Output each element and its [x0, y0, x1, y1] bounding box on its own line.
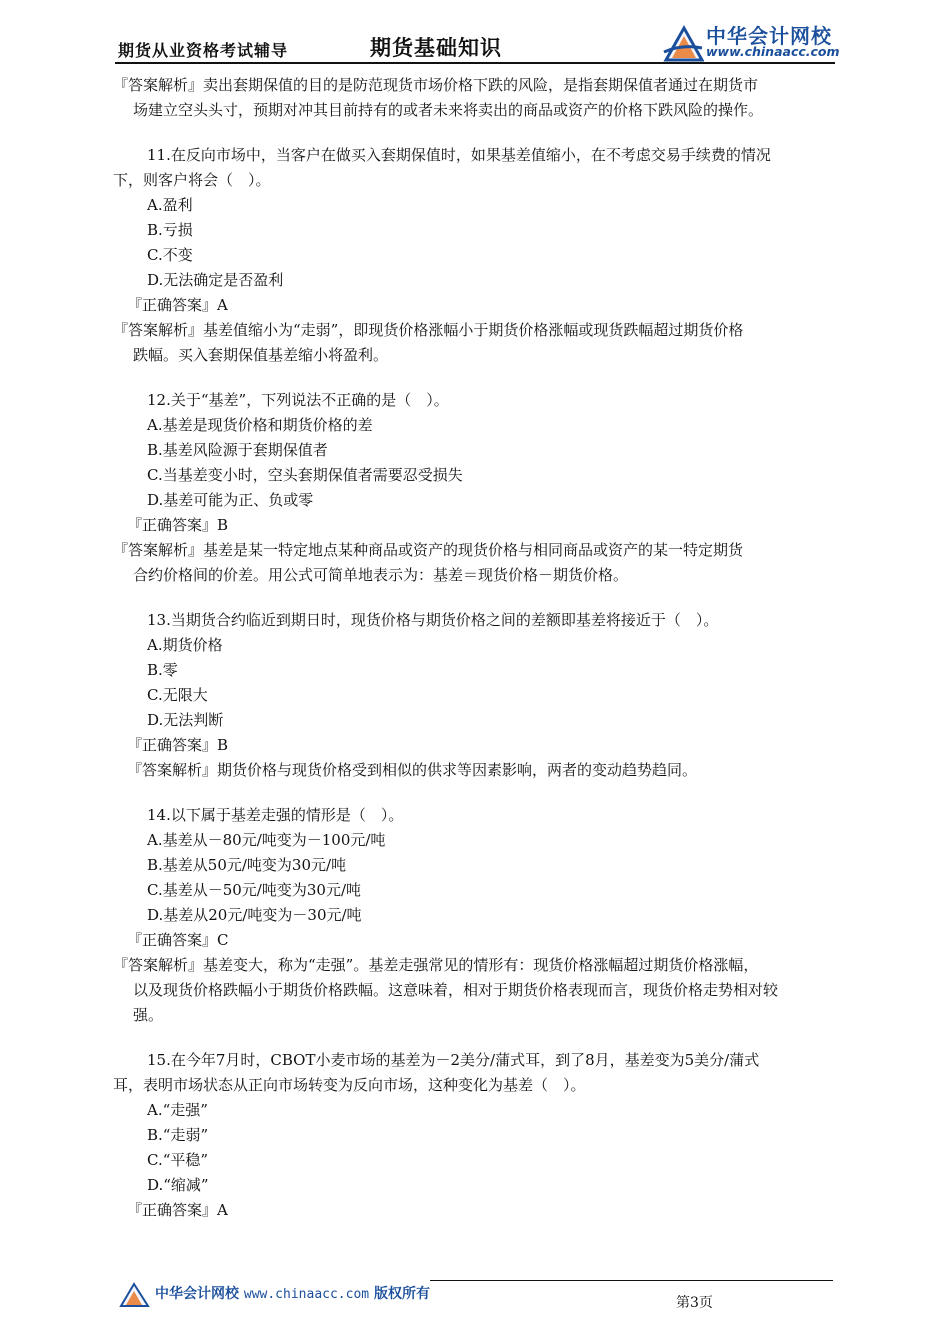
question-15-stem: 15.在今年7月时，CBOT小麦市场的基差为－2美分/蒲式耳，到了8月，基差变为5美分/蒲式 [147, 1051, 760, 1069]
intro-explanation-line: 『答案解析』卖出套期保值的目的是防范现货市场价格下跌的风险，是指套期保值者通过在期货市 [113, 76, 759, 94]
question-14-option-c: C.基差从－50元/吨变为30元/吨 [147, 881, 361, 899]
footer-logo-icon [118, 1280, 152, 1308]
question-11-explanation-cont: 跌幅。买入套期保值基差缩小将盈利。 [133, 346, 389, 364]
question-14-stem: 14.以下属于基差走强的情形是（ ）。 [147, 806, 404, 824]
question-12-option-b: B.基差风险源于套期保值者 [147, 441, 328, 459]
question-14-answer: 『正确答案』C [127, 931, 229, 949]
question-12-answer: 『正确答案』B [127, 516, 229, 534]
logo-url: www.chinaacc.com [706, 44, 840, 59]
footer-name: 中华会计网校 [155, 1286, 239, 1302]
question-11-option-a: A.盈利 [147, 196, 193, 214]
question-14-explanation-cont: 以及现货价格跌幅小于期货价格跌幅。这意味着，相对于期货价格表现而言，现货价格走势相对较 [133, 981, 779, 999]
question-11-option-b: B.亏损 [147, 221, 193, 239]
question-15-option-d: D.“缩减” [147, 1176, 209, 1194]
footer-url[interactable]: www.chinaacc.com [243, 1287, 370, 1302]
question-11-answer: 『正确答案』A [127, 296, 228, 314]
question-12-option-c: C.当基差变小时，空头套期保值者需要忍受损失 [147, 466, 463, 484]
logo-name: 中华会计网校 [706, 24, 832, 48]
question-13-stem: 13.当期货合约临近到期日时，现货价格与期货价格之间的差额即基差将接近于（ ）。 [147, 611, 719, 629]
footer-divider [430, 1280, 833, 1281]
question-13-option-a: A.期货价格 [147, 636, 223, 654]
question-12-stem: 12.关于“基差”，下列说法不正确的是（ ）。 [147, 391, 449, 409]
header-left-title: 期货从业资格考试辅导 [118, 41, 289, 60]
question-13-option-b: B.零 [147, 661, 178, 679]
question-11-stem: 11.在反向市场中，当客户在做买入套期保值时，如果基差值缩小，在不考虑交易手续费的情况 [147, 146, 771, 164]
question-11-option-d: D.无法确定是否盈利 [147, 271, 284, 289]
question-12-explanation: 『答案解析』基差是某一特定地点某种商品或资产的现货价格与相同商品或资产的某一特定期货 [113, 541, 744, 559]
logo-triangle-icon [662, 22, 704, 64]
question-13-explanation: 『答案解析』期货价格与现货价格受到相似的供求等因素影响，两者的变动趋势趋同。 [127, 761, 698, 779]
question-14-explanation: 『答案解析』基差变大，称为“走强”。基差走强常见的情形有：现货价格涨幅超过期货价格涨幅， [113, 956, 759, 974]
header-divider [115, 62, 835, 64]
question-11-explanation: 『答案解析』基差值缩小为“走弱”，即现货价格涨幅小于期货价格涨幅或现货跌幅超过期货价格 [113, 321, 744, 339]
question-15-answer: 『正确答案』A [127, 1201, 228, 1219]
footer-copyright [155, 1283, 430, 1303]
site-logo[interactable] [662, 22, 842, 64]
question-15-option-a: A.“走强” [147, 1101, 208, 1119]
intro-explanation-line: 场建立空头头寸，预期对冲其目前持有的或者未来将卖出的商品或资产的价格下跌风险的操作。 [133, 101, 764, 119]
question-11-stem-cont: 下，则客户将会（ ）。 [113, 171, 271, 189]
question-14-explanation-cont: 强。 [133, 1006, 164, 1024]
question-12-option-d: D.基差可能为正、负或零 [147, 491, 314, 509]
question-11-option-c: C.不变 [147, 246, 193, 264]
question-15-option-c: C.“平稳” [147, 1151, 209, 1169]
footer-rights: 版权所有 [373, 1286, 430, 1302]
header-center-title: 期货基础知识 [370, 35, 502, 60]
page-number: 第3页 [676, 1295, 713, 1311]
document-body [113, 73, 838, 1223]
question-12-option-a: A.基差是现货价格和期货价格的差 [147, 416, 373, 434]
question-14-option-a: A.基差从－80元/吨变为－100元/吨 [147, 831, 386, 849]
question-15-stem-cont: 耳，表明市场状态从正向市场转变为反向市场，这种变化为基差（ ）。 [113, 1076, 586, 1094]
question-13-answer: 『正确答案』B [127, 736, 229, 754]
question-14-option-b: B.基差从50元/吨变为30元/吨 [147, 856, 347, 874]
question-15-option-b: B.“走弱” [147, 1126, 209, 1144]
question-13-option-c: C.无限大 [147, 686, 208, 704]
question-14-option-d: D.基差从20元/吨变为－30元/吨 [147, 906, 362, 924]
question-12-explanation-cont: 合约价格间的价差。用公式可简单地表示为：基差＝现货价格－期货价格。 [133, 566, 629, 584]
question-13-option-d: D.无法判断 [147, 711, 224, 729]
